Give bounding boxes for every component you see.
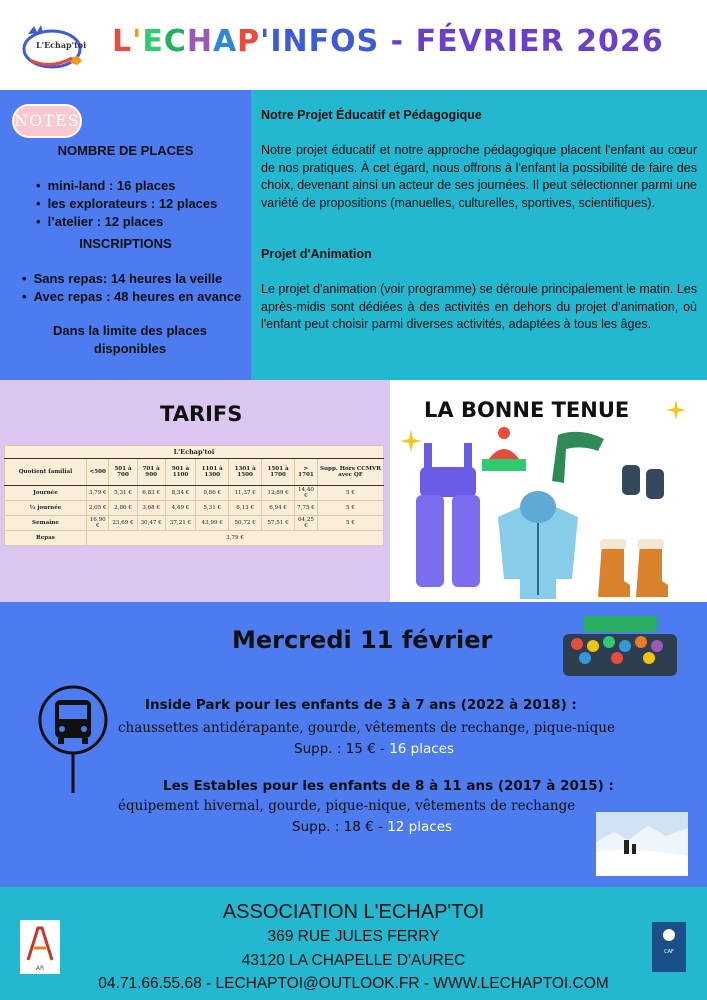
places-limit-note: Dans la limite des places disponibles (53, 323, 207, 356)
places-list (36, 177, 217, 231)
trip-places: 12 places (387, 819, 453, 835)
projet-educatif-heading: Notre Projet Éducatif et Pédagogique (261, 108, 482, 122)
places-heading: NOMBRE DE PLACES (57, 143, 194, 158)
column-header: Quotient familial (5, 459, 87, 486)
hat-icon (482, 427, 526, 471)
column-header: 701 à 900 (137, 459, 165, 486)
inscriptions-list (22, 270, 241, 306)
column-header: 501 à 700 (109, 459, 137, 486)
clothes-illustration (390, 425, 707, 600)
column-header: 1501 à 1700 (262, 459, 295, 486)
boots-icon (598, 539, 668, 597)
scarf-icon (552, 432, 604, 483)
table-title: L'Echap'toi (5, 446, 384, 459)
contact-info[interactable]: 04.71.66.55.68 - LECHAPTOI@OUTLOOK.FR - WWW.LECHAPTOI.COM (98, 975, 609, 992)
projet-educatif-text: Notre projet éducatif et notre approche pédagogique placent l'enfant au cœur de nos pratiques. À cet égard, nous offrons à l'enfant la possibilité de faire des choix, devenant ainsi un acteur de ses journées. Il peut sélectionner parmi une variété de propositions (manuelles, culturelles, sportives, scientifiques). (261, 143, 697, 210)
list-item: • l’atelier : 12 places (36, 213, 217, 231)
logo-text: L'Echap'toi (36, 40, 87, 50)
column-header: Supp. Hors CCMVR avec QF (317, 459, 383, 486)
trip-supplement: Supp. : 15 € - 16 places (294, 741, 455, 757)
list-item: • Sans repas: 14 heures la veille (22, 270, 241, 288)
column-header: <500 (87, 459, 109, 486)
association-name: ASSOCIATION L'ECHAP'TOI (222, 901, 485, 923)
bus-icon (38, 685, 108, 793)
ar-logo-text: AR (35, 965, 45, 972)
header (0, 0, 707, 90)
caf-logo (652, 922, 686, 972)
ski-photo (596, 812, 688, 876)
echaptoi-logo (22, 22, 88, 72)
table-row: Journée 3,79 € 5,31 € 6,83 € 8,34 € 9,86 € 11,37 € 12,89 € 14,40 € 5 € (5, 486, 384, 501)
column-header: > 1701 (295, 459, 318, 486)
list-item: • mini-land : 16 places (36, 177, 217, 195)
jacket-icon (498, 491, 578, 599)
table-row: ½ journée 2,05 € 2,86 € 3,68 € 4,49 € 5,31 € 6,13 € 6,94 € 7,75 € 5 € (5, 501, 384, 516)
column-header: 1301 à 1500 (229, 459, 262, 486)
svg-text:CAF: CAF (664, 949, 674, 955)
trip-heading: Inside Park pour les enfants de 3 à 7 ans (2022 à 2018) : (145, 697, 577, 713)
trip-supplement: Supp. : 18 € - 12 places (292, 819, 453, 835)
address-city: 43120 LA CHAPELLE D'AUREC (241, 952, 466, 969)
tenue-title: LA BONNE TENUE (424, 398, 630, 422)
notes-panel (0, 90, 251, 380)
inscriptions-heading: INSCRIPTIONS (79, 236, 172, 251)
notes-badge: NOTES (12, 104, 82, 138)
list-item: • Avec repas : 48 heures en avance (22, 288, 241, 306)
address-street: 369 RUE JULES FERRY (267, 928, 440, 945)
ski-pants-icon (416, 443, 480, 587)
trip-heading: Les Estables pour les enfants de 8 à 11 ans (2017 à 2015) : (163, 778, 614, 794)
sparkle-icon (666, 400, 686, 420)
table-row: Semaine 16,90 € 23,69 € 30,47 € 37,21 € 43,99 € 50,72 € 57,51 € 64,25 € 5 € (5, 516, 384, 531)
mercredi-title: Mercredi 11 février (232, 626, 493, 654)
ball-pit-icon (563, 612, 677, 676)
projet-animation-heading: Projet d'Animation (261, 247, 372, 261)
column-header: 901 à 1100 (165, 459, 196, 486)
column-header: 1101 à 1300 (196, 459, 229, 486)
projet-panel (251, 90, 707, 380)
trip-equipment: équipement hivernal, gourde, pique-nique, vêtements de rechange (118, 798, 576, 814)
list-item: • les explorateurs : 12 places (36, 195, 217, 213)
trip-places: 16 places (389, 741, 455, 757)
table-row: Repas 3,79 € (5, 531, 384, 546)
gloves-icon (622, 465, 664, 499)
projet-animation-text: Le projet d'animation (voir programme) se déroule principalement le matin. Les après-midis sont dédiées à des activités en dehors du projet d'animation, où l'enfant peut choisir parmi diverses activités, adaptées à tous les âges. (261, 282, 697, 331)
tarifs-title: TARIFS (160, 402, 243, 426)
page-title: L'ECHAP'INFOS - FÉVRIER 2026 (112, 24, 664, 59)
trip-equipment: chaussettes antidérapante, gourde, vêtements de rechange, pique-nique (118, 720, 615, 736)
tarifs-table (4, 445, 384, 546)
